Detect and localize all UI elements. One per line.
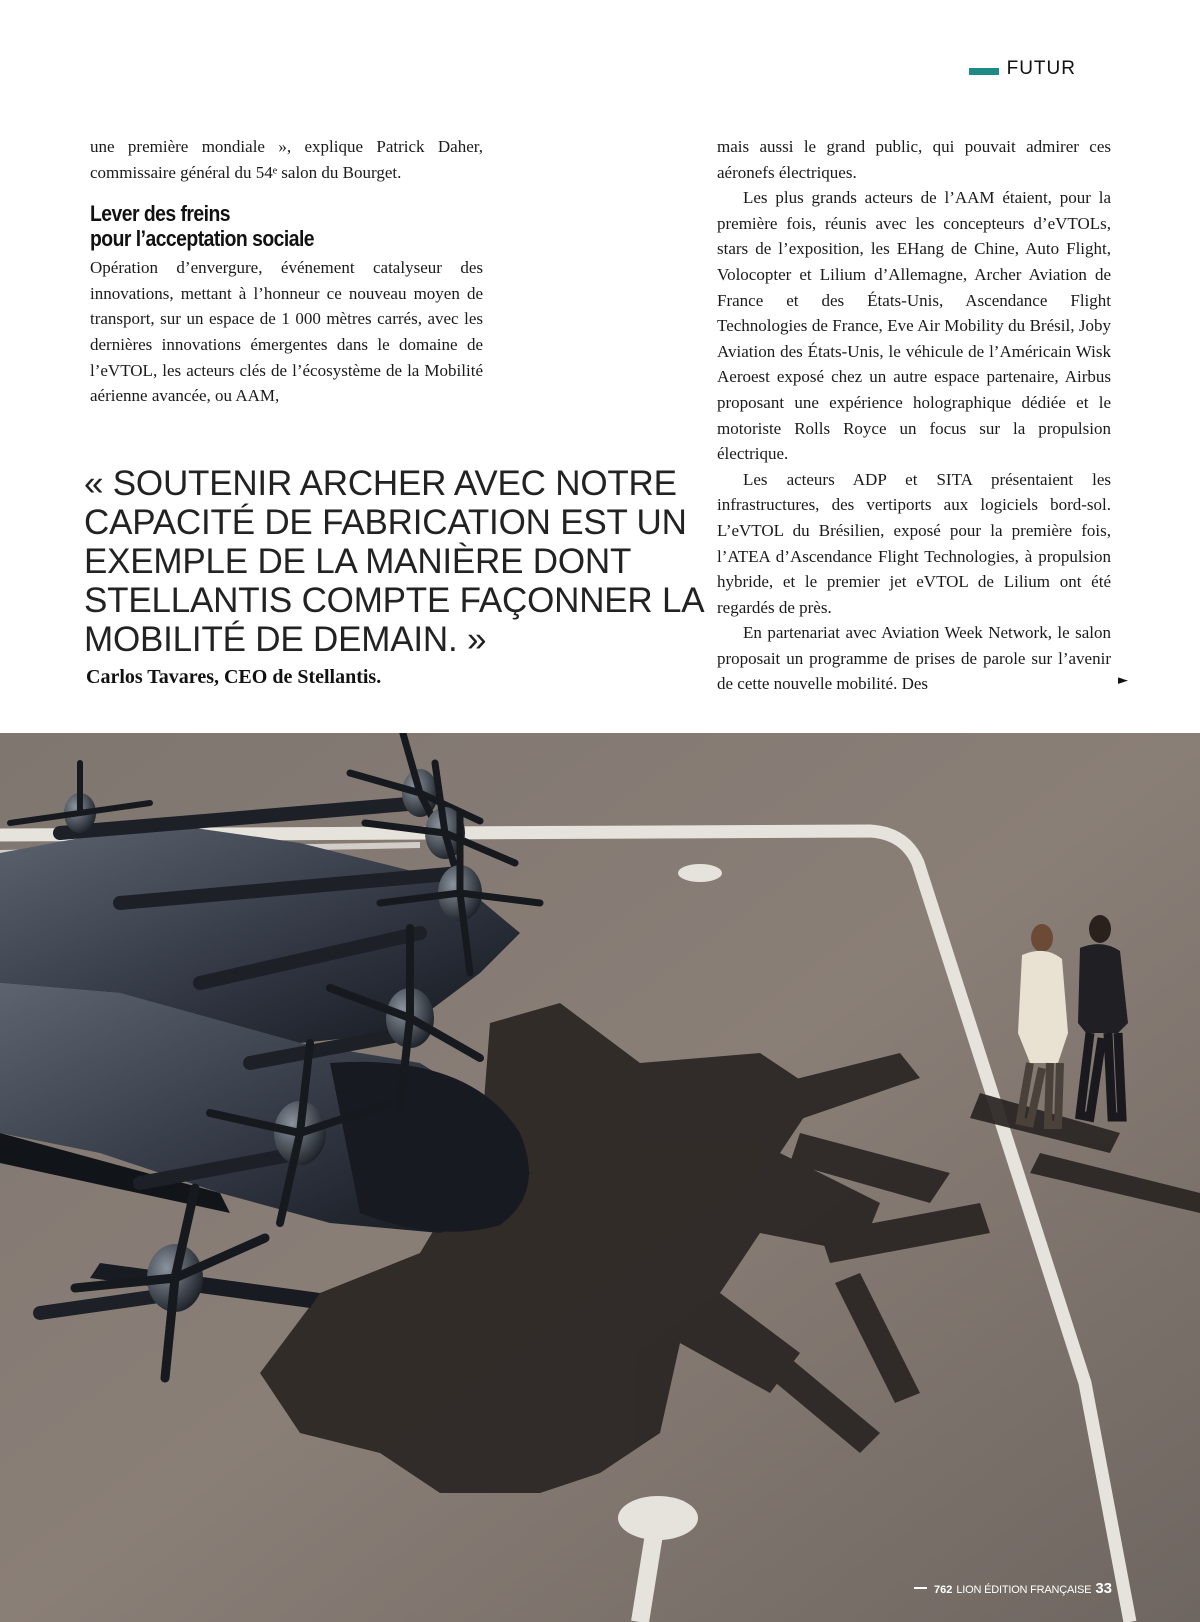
- issue-number: 762: [934, 1584, 953, 1596]
- left-paragraph-2: Opération d’envergure, événement catalyseur des innovations, mettant à l’honneur ce nouveau moyen de transport, sur un espace de 1 000 mètres carrés, avec les dernières innovations émergentes dans le domaine de l’eVTOL, les acteurs clés de l’écosystème de la Mobilité aérienne avancée, ou AAM,: [90, 258, 483, 406]
- publication-name: LION ÉDITION FRANÇAISE: [956, 1584, 1092, 1596]
- left-column: [90, 134, 483, 409]
- subheading: Lever des freins pour l’acceptation sociale: [90, 201, 315, 252]
- section-label: FUTUR: [1006, 58, 1076, 79]
- page-footer: [914, 1580, 1112, 1597]
- left-paragraph-1: une première mondiale », explique Patrick Daher, commissaire général du 54ᵉ salon du Bourget.: [90, 137, 483, 182]
- right-column: [717, 134, 1111, 697]
- pull-quote-author: Carlos Tavares, CEO de Stellantis.: [86, 666, 382, 688]
- continue-arrow-icon: ►: [1118, 673, 1128, 688]
- right-paragraph-1: mais aussi le grand public, qui pouvait admirer ces aéronefs électriques.: [717, 137, 1111, 182]
- evtol-photo: [0, 733, 1200, 1622]
- pull-quote: « SOUTENIR ARCHER AVEC NOTRE CAPACITÉ DE FABRICATION EST UN EXEMPLE DE LA MANIÈRE DONT STELLANTIS COMPTE FAÇONNER LA MOBILITÉ DE DEMAIN. »: [84, 464, 703, 659]
- page-number: 33: [1095, 1580, 1112, 1597]
- right-paragraph-3: Les acteurs ADP et SITA présentaient les infrastructures, des vertiports aux logiciels bord-sol. L’eVTOL du Brésilien, exposé pour la première fois, l’ATEA d’Ascendance Flight Technologies, à propulsion hybride, et le premier jet eVTOL de Lilium ont été regardés de près.: [717, 469, 1111, 617]
- section-tag: [969, 58, 1076, 80]
- footer-dash: [914, 1587, 927, 1589]
- section-accent-bar: [969, 68, 999, 75]
- right-paragraph-4: En partenariat avec Aviation Week Network, le salon proposait un programme de prises de parole sur l’avenir de cette nouvelle mobilité. Des: [717, 623, 1111, 694]
- right-paragraph-2: Les plus grands acteurs de l’AAM étaient, pour la première fois, réunis avec les concepteurs d’eVTOLs, stars de l’exposition, les EHang de Chine, Auto Flight, Volocopter et Lilium d’Allemagne, Archer Aviation de France et des États-Unis, Ascendance Flight Technologies de France, Eve Air Mobility du Brésil, Joby Aviation des États-Unis, le véhicule de l’Américain Wisk Aeroest exposé chez un autre espace partenaire, Airbus proposant une expérience holographique dédiée et le motoriste Rolls Royce un focus sur la propulsion électrique.: [717, 188, 1111, 464]
